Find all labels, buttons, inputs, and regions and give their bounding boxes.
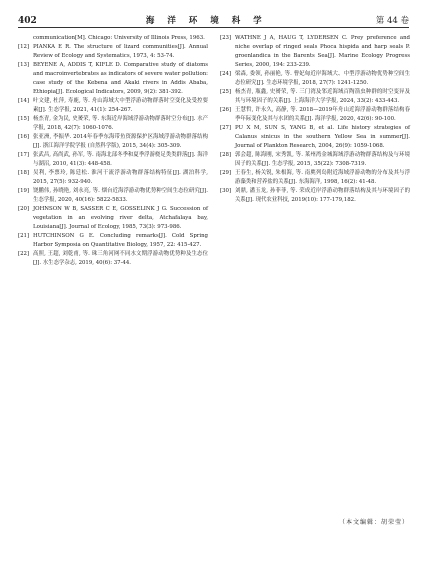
- reference-item: [27] PU X M, SUN S, YANG B, et al. Life history strategies of Calanus sinicus in the southern Yellow Sea in summer[J]. Journal of Plankton Research, 2004, 26(9): 1059-1068.: [220, 125, 410, 149]
- reference-column-left: [18, 34, 208, 268]
- reference-item: [22] 高照, 王超, 刘乾甫, 等. 珠三角河网不同水文期浮游动物优势种及生态位[J]. 水生态学杂志, 2019, 40(6): 37-44.: [18, 251, 208, 266]
- reference-item: [16] 张亚洲, 李振华. 2014年春季东海带鱼资源保护区海域浮游动物群落结构[J]. 浙江海洋学院学报 (自然科学版), 2015, 34(4): 305-309.: [18, 134, 208, 149]
- reference-item: [18] 吴利, 李票玲, 陈廷松. 淮河干流浮游动物群落结构特征[J]. 湖泊科学, 2015, 27(5): 932-940.: [18, 170, 208, 185]
- reference-item: [13] BEYENE A, ADDIS T, KIFLE D. Comparative study of diatoms and macroinvertebrates as indicators of severe water pollution: case study of the Kebena and Akaki rivers in Addis Ababa, Ethiopia[J]. Ecological Indicators, 2009, 9(2): 381-392.: [18, 62, 208, 95]
- page-number: 402: [18, 16, 37, 26]
- reference-item: [28] 郭会超, 陈海刚, 宋秀凯, 等. 莱州湾金城海域浮游动物群落结构及与环境因子的关系[J]. 生态学报, 2015, 35(22): 7308-7319.: [220, 152, 410, 167]
- reference-item: [19] 饶鹏伟, 孙晓艳, 刘永亮, 等. 烟台近海浮游动物优势种空间生态位研究[J]. 生态学报, 2020, 40(16): 5822-5833.: [18, 188, 208, 203]
- header-rule: [18, 27, 409, 28]
- reference-item: [15] 杨杰青, 金为民, 史赟荣, 等. 东海近岸海域浮游动物群落时空分布[J]. 水产学报, 2018, 42(7): 1060-1076.: [18, 116, 208, 131]
- reference-item: [26] 王慧哲, 许永久, 高静, 等. 2018—2019年舟山近海浮游动物群落结构春季年际变化及其与水团的关系[J]. 海洋学报, 2020, 42(6): 90-100.: [220, 107, 410, 122]
- reference-item: [14] 叶文建, 杜萍, 寿鹿, 等. 舟山海域大中型浮游动物群落时空变化及受控要素[J]. 生态学报, 2021, 41(1): 254-267.: [18, 98, 208, 113]
- reference-item: [29] 王春生, 杨关锐, 朱根海, 等. 南麂列岛附近海域浮游动物的分布及其与浮游藻类和营养盐的关系[J]. 东海海洋, 1998, 16(2): 41-48.: [220, 170, 410, 185]
- reference-item: [30] 刘鼎, 潘玉龙, 孙菲菲, 等. 荣成近岸浮游动物群落结构及其与环境因子的关系[J]. 现代农业科技, 2019(10): 177-179,182.: [220, 188, 410, 203]
- reference-item: communication[M]. Chicago: University of Illinois Press, 1963.: [33, 35, 205, 41]
- reference-item: [24] 梁森, 娄领, 孙丽艳, 等. 曹妃甸近岸海域大、中型浮游动物优势种空间生态位研究[J]. 生态环境学报, 2018, 27(7): 1241-1250.: [220, 71, 410, 86]
- page-header: [18, 10, 409, 26]
- reference-item: [20] JOHNSON W B, SASSER C E, GOSSELINK J G. Succession of vegetation in an evolving river delta, Atchafalaya bay, Louisiana[J]. Journal of Ecology, 1985, 73(3): 973-986.: [18, 206, 208, 230]
- reference-item: [12] PIANKA E R. The structure of lizard communities[J]. Annual Review of Ecology and Systematics, 1973, 4: 53-74.: [18, 44, 208, 59]
- reference-item: [21] HUTCHINSON G E. Concluding remarks[J]. Cold Spring Harbor Symposia on Quantitative Biology, 1957, 22: 415-427.: [18, 233, 208, 248]
- reference-item: [25] 杨杰青, 瓶鑫, 史赟荣, 等. 三门湾及邻近海域百陶箭虫种群的时空变异及其与环境因子的关系[J]. 上海海洋大学学报, 2024, 33(2): 433-443.: [220, 89, 410, 104]
- journal-title: 海 洋 环 境 科 学: [145, 16, 267, 26]
- reference-column-right: [220, 34, 410, 205]
- reference-item: [23] WATHNE J A, HAUG T, LYDERSEN C. Prey preference and niche overlap of ringed seals Phoca hispida and harp seals P. groenlandica in the Barents Sea[J]. Marine Ecology Progress Series, 2000, 194: 233-239.: [220, 35, 410, 68]
- editor-note: （本文编辑：胡荣莹）: [338, 519, 409, 526]
- reference-item: [17] 张武昌, 高尚武, 孙军, 等. 南海北部冬季和夏季浮游桡足类类群落[J]. 海洋与湖沼, 2010, 41(3): 448-458.: [18, 152, 208, 167]
- volume-label: 第 44 卷: [375, 16, 409, 26]
